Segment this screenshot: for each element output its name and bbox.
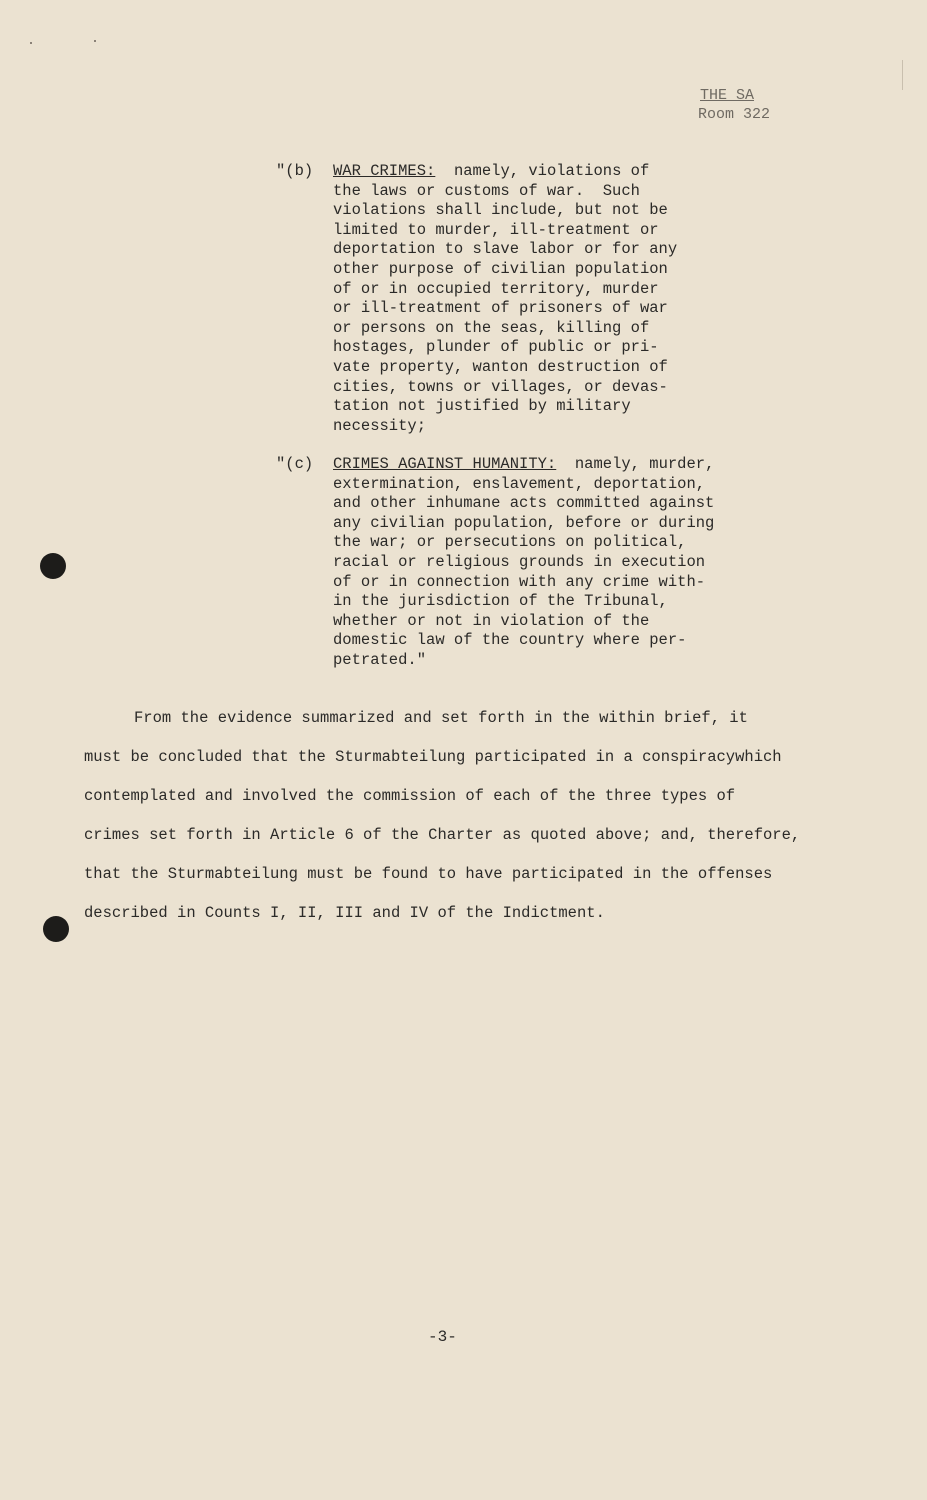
conclusion-line: that the Sturmabteilung must be found to have participated in the offenses bbox=[84, 865, 773, 883]
section-b-line: of or in occupied territory, murder bbox=[333, 279, 659, 298]
section-b-line: limited to murder, ill-treatment or bbox=[333, 220, 659, 239]
section-c-line: racial or religious grounds in execution bbox=[333, 552, 706, 571]
section-b-line: or persons on the seas, killing of bbox=[333, 318, 650, 337]
section-c-line: domestic law of the country where per- bbox=[333, 631, 687, 650]
section-c-body bbox=[333, 455, 733, 671]
section-c-line: extermination, enslavement, deportation, bbox=[333, 474, 706, 493]
paper-speck bbox=[30, 42, 32, 44]
section-b-line: violations shall include, but not be bbox=[333, 201, 668, 220]
conclusion-line: described in Counts I, II, III and IV of the Indictment. bbox=[84, 904, 605, 922]
section-b-line: necessity; bbox=[333, 416, 427, 435]
page-number: -3- bbox=[428, 1328, 457, 1346]
section-c-line: CRIMES AGAINST HUMANITY: namely, murder, bbox=[333, 455, 715, 473]
section-b-line: cities, towns or villages, or devas- bbox=[333, 377, 668, 396]
conclusion-line: contemplated and involved the commission of each of the three types of bbox=[84, 787, 736, 805]
section-b-line: tation not justified by military bbox=[333, 397, 631, 416]
section-b-line: WAR CRIMES: namely, violations of bbox=[333, 162, 650, 180]
header-title: THE SA bbox=[700, 87, 755, 104]
section-c-line: whether or not in violation of the bbox=[333, 611, 650, 630]
conclusion-line: From the evidence summarized and set forth in the within brief, it bbox=[134, 709, 748, 727]
section-b-line: hostages, plunder of public or pri- bbox=[333, 338, 659, 357]
document-header bbox=[698, 86, 770, 124]
section-b-line: or ill-treatment of prisoners of war bbox=[333, 299, 668, 318]
section-b-body bbox=[333, 162, 733, 436]
section-b-title: WAR CRIMES: bbox=[333, 162, 436, 180]
section-c-line: in the jurisdiction of the Tribunal, bbox=[333, 592, 668, 611]
section-b-marker: "(b) bbox=[276, 162, 314, 180]
paper-edge-mark bbox=[902, 60, 903, 90]
conclusion-line: crimes set forth in Article 6 of the Charter as quoted above; and, therefore, bbox=[84, 826, 801, 844]
conclusion-line: must be concluded that the Sturmabteilung participated in a conspiracywhich bbox=[84, 748, 782, 766]
section-c-line: petrated." bbox=[333, 650, 427, 669]
punch-hole bbox=[40, 553, 66, 579]
section-c-marker: "(c) bbox=[276, 455, 314, 473]
section-c-line: any civilian population, before or during bbox=[333, 513, 715, 532]
section-c-line: and other inhumane acts committed against bbox=[333, 494, 715, 513]
paper-speck bbox=[94, 40, 96, 42]
section-b-line: vate property, wanton destruction of bbox=[333, 357, 668, 376]
section-b-line: deportation to slave labor or for any bbox=[333, 240, 678, 259]
section-c-line: of or in connection with any crime with- bbox=[333, 572, 706, 591]
section-b-line: other purpose of civilian population bbox=[333, 259, 668, 278]
conclusion-paragraph bbox=[84, 709, 844, 943]
header-room: Room 322 bbox=[698, 106, 771, 123]
punch-hole bbox=[43, 916, 69, 942]
section-c-line: the war; or persecutions on political, bbox=[333, 533, 687, 552]
section-c-title: CRIMES AGAINST HUMANITY: bbox=[333, 455, 557, 473]
section-b-line: the laws or customs of war. Such bbox=[333, 181, 640, 200]
